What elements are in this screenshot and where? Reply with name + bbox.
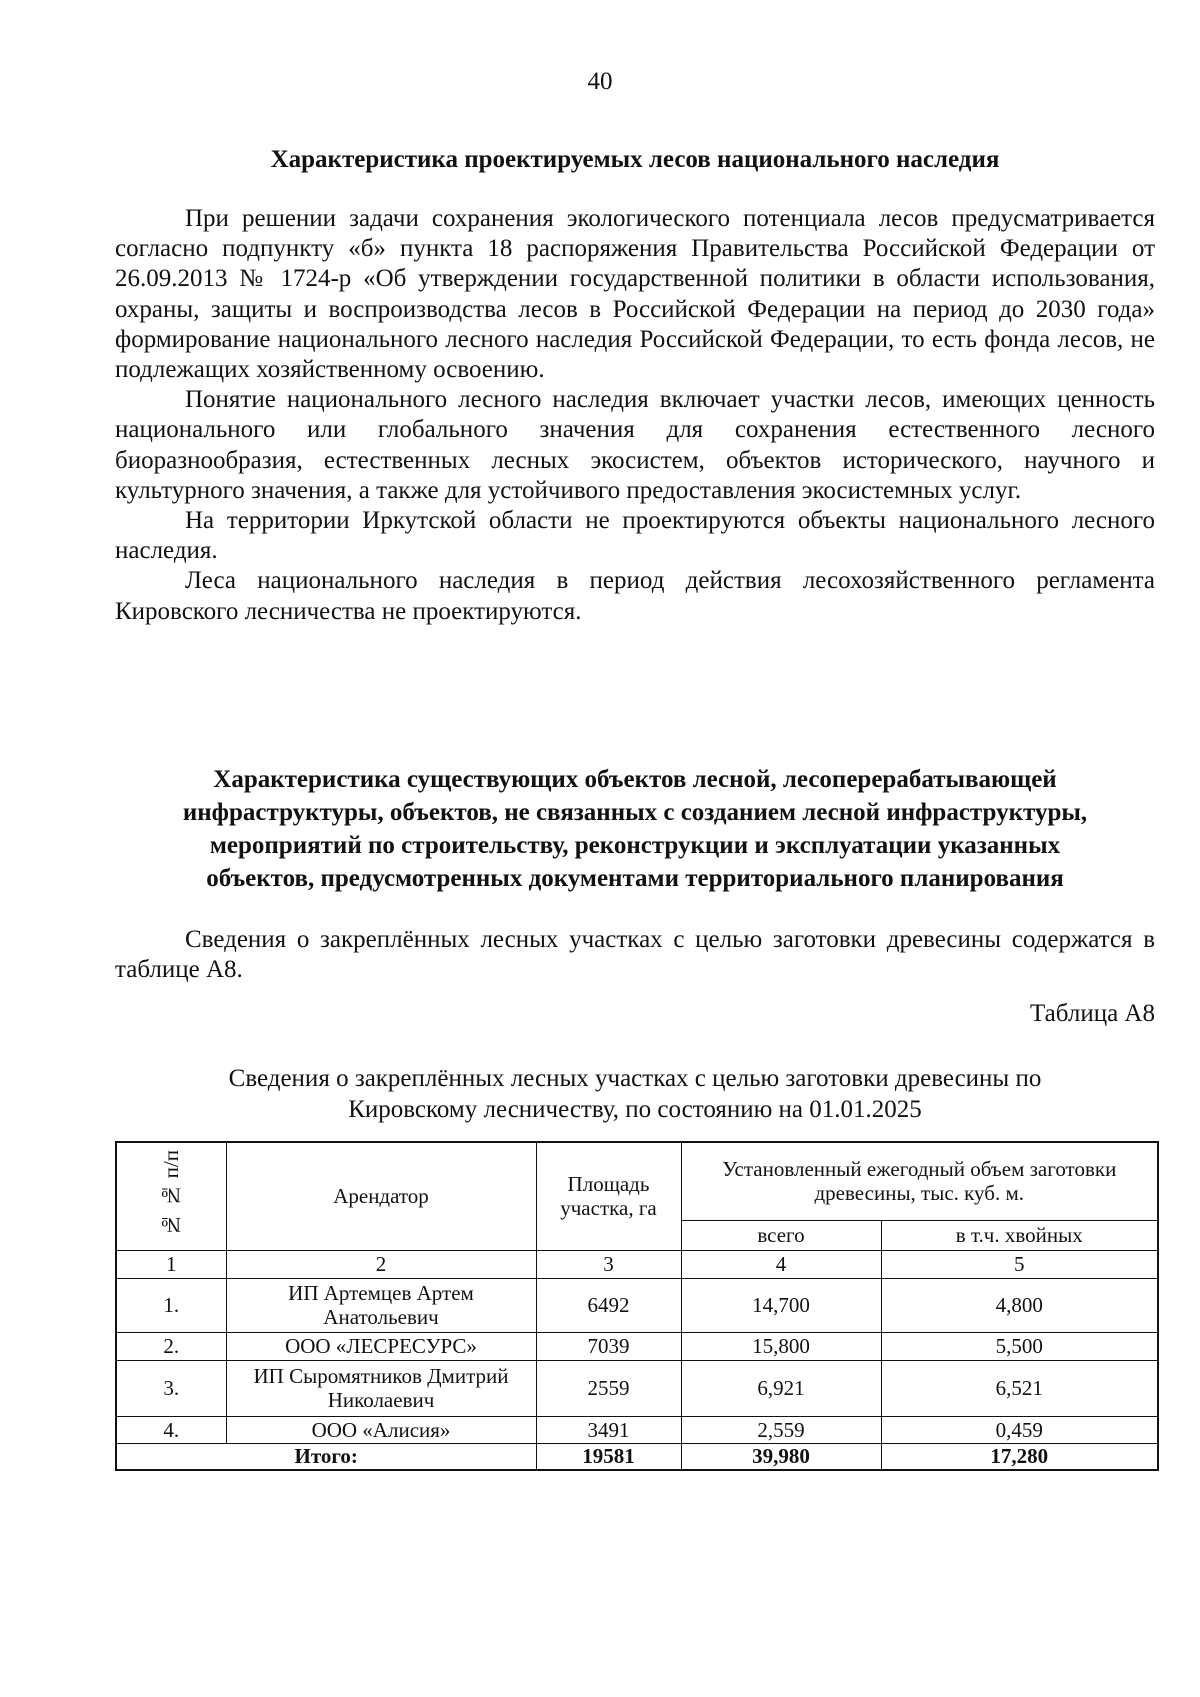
- paragraph-4: Леса национального наследия в период действия лесохозяйственного регламента Кировского лесничества не проектируются.: [115, 567, 1155, 625]
- row-total: 2,559: [681, 1416, 881, 1443]
- summary-total: 39,980: [681, 1443, 881, 1470]
- col-number: 5: [881, 1250, 1158, 1278]
- row-num: 4.: [116, 1416, 226, 1443]
- row-conifer: 5,500: [881, 1332, 1158, 1360]
- row-area: 7039: [536, 1332, 681, 1360]
- caption-line: Сведения о закреплённых лесных участках с целью заготовки древесины по: [228, 1065, 1042, 1092]
- caption-line: Кировскому лесничеству, по состоянию на 01.01.2025: [348, 1096, 922, 1123]
- table-row: [116, 1332, 1158, 1360]
- column-number-row: [116, 1250, 1158, 1278]
- table-header-row: [116, 1142, 1158, 1220]
- row-tenant: ИП Сыромятников Дмитрий Николаевич: [226, 1360, 536, 1416]
- section-title-line: объектов, предусмотренных документами территориального планирования: [206, 865, 1064, 892]
- row-num: 3.: [116, 1360, 226, 1416]
- row-area: 2559: [536, 1360, 681, 1416]
- header-volume: Установленный ежегодный объем заготовки древесины, тыс. куб. м.: [681, 1142, 1158, 1220]
- table-label: Таблица А8: [1030, 1000, 1155, 1027]
- summary-area: 19581: [536, 1443, 681, 1470]
- header-area: Площадь участка, га: [536, 1142, 681, 1250]
- header-tenant: Арендатор: [226, 1142, 536, 1250]
- col-number: 4: [681, 1250, 881, 1278]
- col-number: 2: [226, 1250, 536, 1278]
- col-number: 1: [116, 1250, 226, 1278]
- paragraph-1: При решении задачи сохранения экологического потенциала лесов предусматривается согласно подпункту «б» пункта 18 распоряжения Правительства Российской Федерации от 26.09.2013 № 1724-р «Об утверждении государственной политики в области использования, охраны, защиты и воспроизводства лесов в Российской Федерации на период до 2030 года» формирование национального лесного наследия Российской Федерации, то есть фонда лесов, не подлежащих хозяйственному освоению.: [115, 205, 1155, 384]
- section-title-line: инфраструктуры, объектов, не связанных с созданием лесной инфраструктуры,: [182, 799, 1088, 826]
- table-row: [116, 1360, 1158, 1416]
- table-row: [116, 1278, 1158, 1332]
- section1-body: [115, 204, 1155, 627]
- table-caption: [115, 1063, 1155, 1125]
- page-number: 40: [587, 68, 613, 95]
- leased-plots-table: [115, 1141, 1159, 1471]
- row-conifer: 4,800: [881, 1278, 1158, 1332]
- row-total: 6,921: [681, 1360, 881, 1416]
- paragraph-table-reference: Сведения о закреплённых лесных участках с целью заготовки древесины содержатся в таблице А8.: [115, 926, 1155, 984]
- header-num: № № п/п: [159, 1150, 184, 1238]
- header-conifer: в т.ч. хвойных: [881, 1220, 1158, 1250]
- paragraph-2: Понятие национального лесного наследия включает участки лесов, имеющих ценность национального или глобального значения для сохранения естественного лесного биоразнообразия, естественных лесных экосистем, объектов исторического, научного и культурного значения, а также для устойчивого предоставления экосистемных услуг.: [115, 386, 1155, 504]
- row-conifer: 6,521: [881, 1360, 1158, 1416]
- row-total: 15,800: [681, 1332, 881, 1360]
- row-area: 3491: [536, 1416, 681, 1443]
- section-title-infrastructure: [115, 763, 1155, 895]
- row-tenant: ООО «ЛЕСРЕСУРС»: [226, 1332, 536, 1360]
- table-row: [116, 1416, 1158, 1443]
- paragraph-3: На территории Иркутской области не проектируются объекты национального лесного наследия.: [115, 507, 1155, 565]
- summary-label: Итого:: [116, 1443, 536, 1470]
- section-title-line: Характеристика существующих объектов лесной, лесоперерабатывающей: [213, 766, 1057, 793]
- row-total: 14,700: [681, 1278, 881, 1332]
- header-total: всего: [681, 1220, 881, 1250]
- col-number: 3: [536, 1250, 681, 1278]
- row-tenant: ИП Артемцев Артем Анатольевич: [226, 1278, 536, 1332]
- row-tenant: ООО «Алисия»: [226, 1416, 536, 1443]
- row-num: 2.: [116, 1332, 226, 1360]
- section-title-line: мероприятий по строительству, реконструкции и эксплуатации указанных: [209, 832, 1061, 859]
- header-num-cell: [116, 1142, 226, 1250]
- row-num: 1.: [116, 1278, 226, 1332]
- section-title-national-heritage: Характеристика проектируемых лесов национального наследия: [270, 146, 1000, 173]
- row-area: 6492: [536, 1278, 681, 1332]
- summary-conifer: 17,280: [881, 1443, 1158, 1470]
- table-summary-row: [116, 1443, 1158, 1470]
- row-conifer: 0,459: [881, 1416, 1158, 1443]
- section2-body: [115, 925, 1155, 985]
